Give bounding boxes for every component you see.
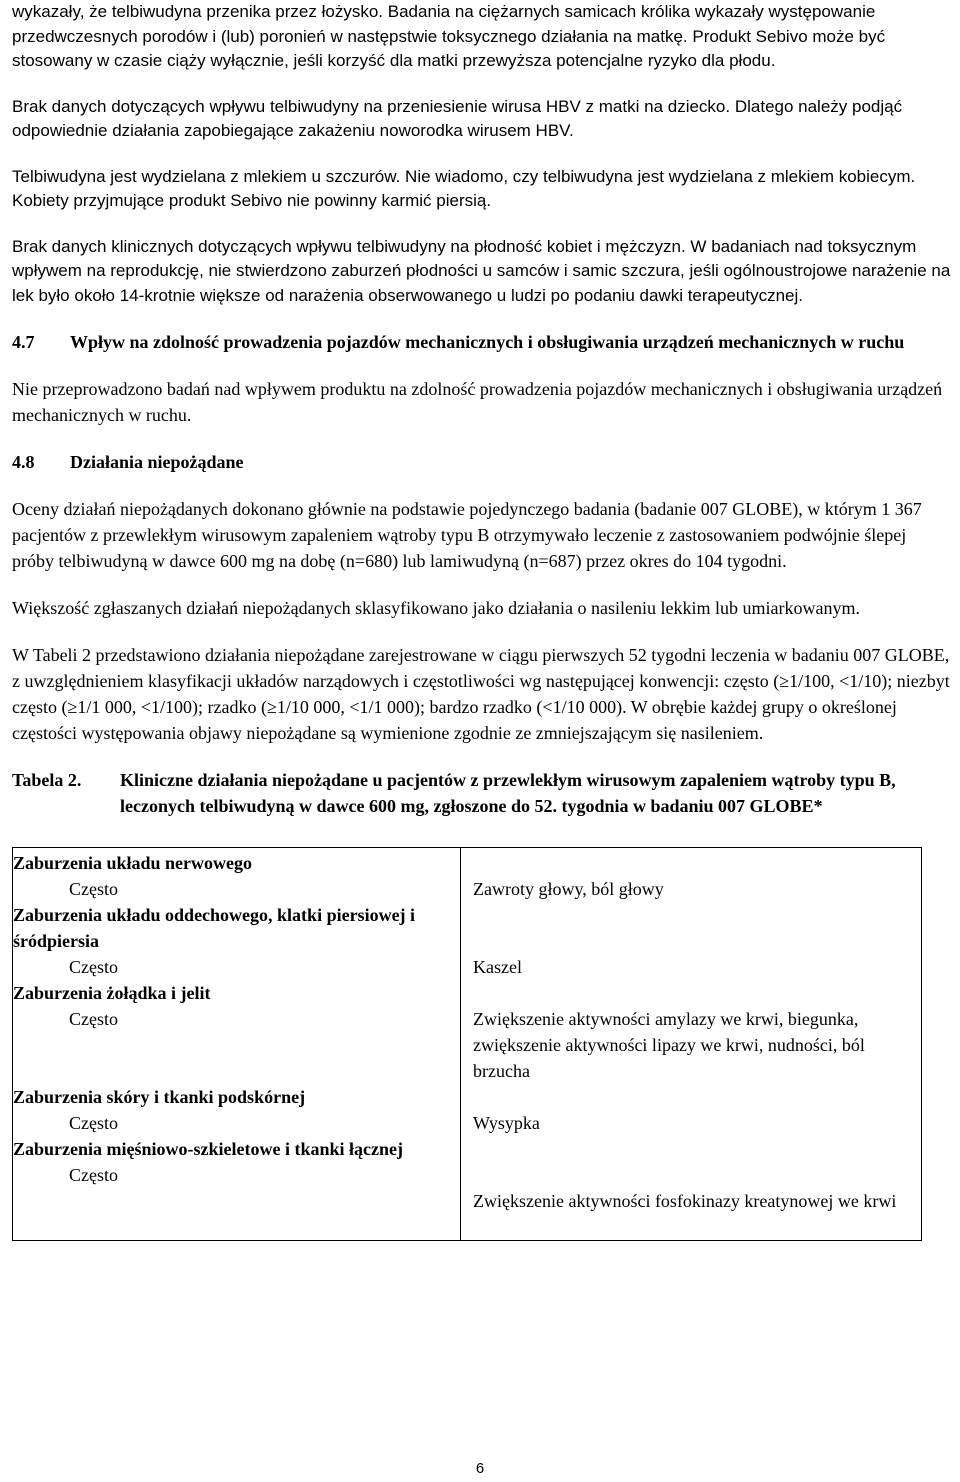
table-label: Tabela 2. xyxy=(12,770,82,790)
table-caption xyxy=(12,767,952,819)
adverse-effects-text: Zwiększenie aktywności amylazy we krwi, biegunka, zwiększenie aktywności lipazy we krwi, nudności, ból brzucha xyxy=(473,1009,865,1081)
soc-label: Zaburzenia mięśniowo-szkieletowe i tkanki łącznej xyxy=(13,1139,403,1159)
paragraph-severity: Większość zgłaszanych działań niepożądanych sklasyfikowano jako działania o nasileniu lekkim lub umiarkowanym. xyxy=(12,598,861,618)
soc-label: Zaburzenia układu nerwowego xyxy=(13,853,253,873)
soc-label: Zaburzenia układu oddechowego, klatki piersiowej i śródpiersia xyxy=(13,905,416,951)
frequency-label: Często xyxy=(69,879,118,899)
adverse-reactions-table xyxy=(12,847,922,1241)
paragraph-frequency-convention: W Tabeli 2 przedstawiono działania niepożądane zarejestrowane w ciągu pierwszych 52 tygodni leczenia w badaniu 007 GLOBE, z uwzględnieniem klasyfikacji układów narządowych i częstotliwości wg następującej konwencji: często (≥1/100, <1/10); niezbyt często (≥1/1 000, <1/100); rzadko (≥1/10 000, <1/1 000); bardzo rzadko (<1/10 000). W obrębie każdej grupy o określonej częstości występowania objawy niepożądane są wymienione zgodnie ze zmniejszającym się nasileniem. xyxy=(12,645,950,743)
paragraph-fertility: Brak danych klinicznych dotyczących wpływu telbiwudyny na płodność kobiet i mężczyzn. W badaniach nad toksycznym wpływem na reprodukcję, nie stwierdzono zaburzeń płodności u samców i samic szczura, jeśli ogólnoustrojowe narażenie na lek było około 14-krotnie większe od narażenia obserwowanego u ludzi po podaniu dawki terapeutycznej. xyxy=(12,236,951,305)
table-caption-text: Kliniczne działania niepożądane u pacjentów z przewlekłym wirusowym zapaleniem wątroby typu B, leczonych telbiwudyną w dawce 600 mg, zgłoszone do 52. tygodnia w badaniu 007 GLOBE* xyxy=(120,770,896,816)
soc-label: Zaburzenia skóry i tkanki podskórnej xyxy=(13,1087,306,1107)
adverse-effects-text: Zawroty głowy, ból głowy xyxy=(473,879,664,899)
table-left-cell xyxy=(13,848,461,1241)
soc-label: Zaburzenia żołądka i jelit xyxy=(13,983,211,1003)
paragraph-pregnancy: wykazały, że telbiwudyna przenika przez łożysko. Badania na ciężarnych samicach królika wykazały występowanie przedwczesnych porodów i (lub) poronień w następstwie toksycznego działania na matkę. Produkt Sebivo może być stosowany w czasie ciąży wyłącznie, jeśli korzyść dla matki przewyższa potencjalne ryzyko dla płodu. xyxy=(12,2,886,70)
paragraph-globe-study: Oceny działań niepożądanych dokonano głównie na podstawie pojedynczego badania (badanie 007 GLOBE), w którym 1 367 pacjentów z przewlekłym wirusowym zapaleniem wątroby typu B otrzymywało leczenie z zastosowaniem podwójnie ślepej próby telbiwudyną w dawce 600 mg na dobę (n=680) lub lamiwudyną (n=687) przez okres do 104 tygodni. xyxy=(12,499,922,571)
paragraph-driving: Nie przeprowadzono badań nad wpływem produktu na zdolność prowadzenia pojazdów mechanicznych i obsługiwania urządzeń mechanicznych w ruchu. xyxy=(12,379,943,425)
section-number: 4.7 xyxy=(12,332,35,352)
table-row xyxy=(13,848,922,1241)
table-right-cell xyxy=(461,848,922,1241)
page-number: 6 xyxy=(475,1460,485,1477)
frequency-label: Często xyxy=(69,1113,118,1133)
document-page xyxy=(12,0,952,1241)
frequency-label: Często xyxy=(69,1165,118,1185)
section-heading-4-8 xyxy=(12,449,952,475)
section-number: 4.8 xyxy=(12,452,35,472)
paragraph-lactation: Telbiwudyna jest wydzielana z mlekiem u szczurów. Nie wiadomo, czy telbiwudyna jest wydzielana z mlekiem kobiecym. Kobiety przyjmujące produkt Sebivo nie powinny karmić piersią. xyxy=(12,166,916,210)
section-title: Wpływ na zdolność prowadzenia pojazdów mechanicznych i obsługiwania urządzeń mechanicznych w ruchu xyxy=(70,332,905,352)
adverse-effects-text: Zwiększenie aktywności fosfokinazy kreatynowej we krwi xyxy=(473,1191,897,1211)
frequency-label: Często xyxy=(69,1009,118,1029)
frequency-label: Często xyxy=(69,957,118,977)
paragraph-hbv-transmission: Brak danych dotyczących wpływu telbiwudyny na przeniesienie wirusa HBV z matki na dziecko. Dlatego należy podjąć odpowiednie działania zapobiegające zakażeniu noworodka wirusem HBV. xyxy=(12,96,903,140)
section-title: Działania niepożądane xyxy=(70,452,244,472)
adverse-effects-text: Wysypka xyxy=(473,1113,540,1133)
adverse-effects-text: Kaszel xyxy=(473,957,522,977)
section-heading-4-7 xyxy=(12,329,952,355)
